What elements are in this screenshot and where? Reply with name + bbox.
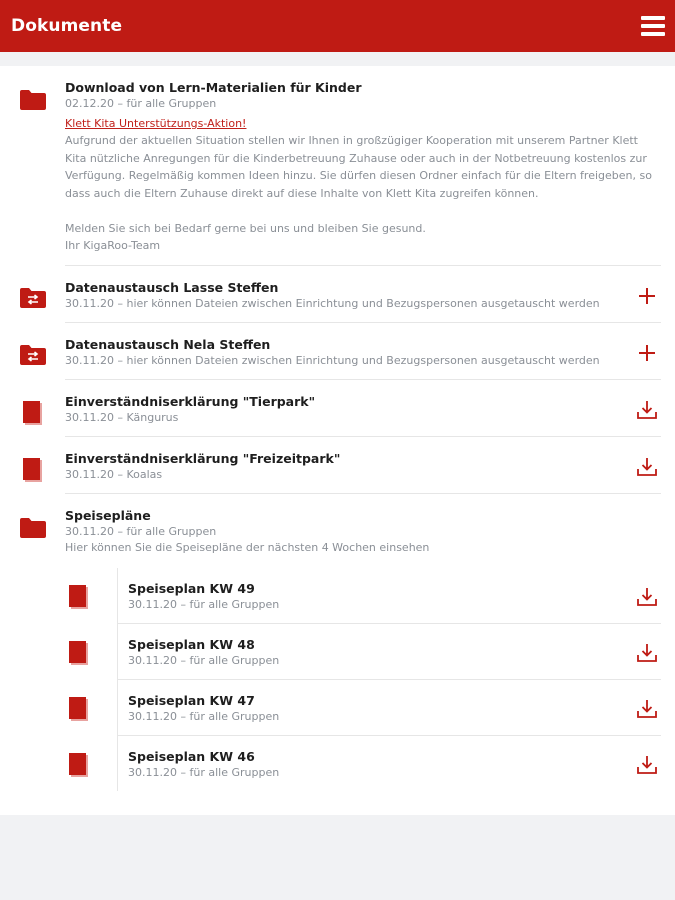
item-name: Speiseplan KW 46 (128, 748, 255, 764)
document-icon (68, 752, 90, 778)
plus-icon[interactable] (636, 342, 658, 364)
sub-list-item[interactable] (65, 736, 661, 791)
sub-list-item[interactable] (65, 624, 661, 680)
item-meta: 02.12.20 – für alle Gruppen (65, 97, 217, 110)
info-link[interactable]: Klett Kita Unterstützungs-Aktion! (65, 117, 247, 130)
document-list (0, 66, 675, 815)
folder-icon (20, 90, 46, 110)
item-name: Speiseplan KW 49 (128, 580, 255, 596)
sub-list-item[interactable] (65, 568, 661, 624)
item-meta: 30.11.20 – für alle Gruppen (128, 765, 280, 779)
download-icon[interactable] (636, 456, 658, 478)
sub-list-item[interactable] (65, 680, 661, 736)
hamburger-menu-icon[interactable] (641, 14, 665, 38)
item-meta: 30.11.20 – Kängurus (65, 410, 179, 424)
item-meta: 30.11.20 – für alle Gruppen (128, 597, 280, 611)
item-meta: 30.11.20 – hier können Dateien zwischen Einrichtung und Bezugspersonen ausgetauscht werden (65, 353, 600, 367)
page-title: Dokumente (11, 16, 123, 36)
folder-icon (20, 518, 46, 538)
item-meta: 30.11.20 – für alle Gruppen (128, 653, 280, 667)
item-name: Datenaustausch Lasse Steffen (65, 279, 279, 295)
exchange-folder-icon (20, 345, 46, 365)
item-name: Speiseplan KW 48 (128, 636, 255, 652)
item-name: Datenaustausch Nela Steffen (65, 336, 271, 352)
list-item[interactable] (0, 437, 675, 494)
item-name: Download von Lern-Materialien für Kinder (65, 80, 362, 95)
exchange-folder-icon (20, 288, 46, 308)
item-name: Speisepläne (65, 507, 151, 523)
download-icon[interactable] (636, 399, 658, 421)
download-icon[interactable] (636, 754, 658, 776)
document-icon (22, 400, 44, 426)
list-item[interactable] (0, 380, 675, 437)
download-icon[interactable] (636, 698, 658, 720)
item-meta: 30.11.20 – für alle Gruppen (128, 709, 280, 723)
document-icon (22, 457, 44, 483)
item-meta: 30.11.20 – Koalas (65, 467, 163, 481)
plus-icon[interactable] (636, 285, 658, 307)
item-meta: 30.11.20 – hier können Dateien zwischen Einrichtung und Bezugspersonen ausgetauscht werden (65, 296, 600, 310)
download-icon[interactable] (636, 586, 658, 608)
document-icon (68, 640, 90, 666)
list-item[interactable] (0, 323, 675, 380)
item-meta: 30.11.20 – für alle Gruppen (65, 524, 217, 538)
app-header (0, 0, 675, 52)
document-icon (68, 584, 90, 610)
item-description: Hier können Sie die Speisepläne der nächsten 4 Wochen einsehen (65, 540, 430, 554)
item-name: Einverständniserklärung "Tierpark" (65, 393, 316, 409)
sub-document-list (65, 568, 661, 791)
list-item[interactable] (0, 66, 675, 266)
list-item[interactable] (0, 266, 675, 323)
item-description: Aufgrund der aktuellen Situation stellen wir Ihnen in großzügiger Kooperation mit unserem Partner Klett Kita nützliche Anregungen für die Kinderbetreuung Zuhause oder auch in der Notbetreuung kostenlos zur Verfügung. Regelmäßig kommen Ideen hinzu. Sie dürfen diesen Ordner einfach für die Eltern freigeben, so dass auch die Eltern Zuhause direkt auf diese Inhalte von Klett Kita zugreifen können. Melden Sie sich bei Bedarf gerne bei uns und bleiben Sie gesund. Ihr KigaRoo-Team (65, 134, 652, 252)
download-icon[interactable] (636, 642, 658, 664)
document-icon (68, 696, 90, 722)
list-item[interactable] (0, 494, 675, 801)
item-name: Einverständniserklärung "Freizeitpark" (65, 450, 341, 466)
item-name: Speiseplan KW 47 (128, 692, 255, 708)
